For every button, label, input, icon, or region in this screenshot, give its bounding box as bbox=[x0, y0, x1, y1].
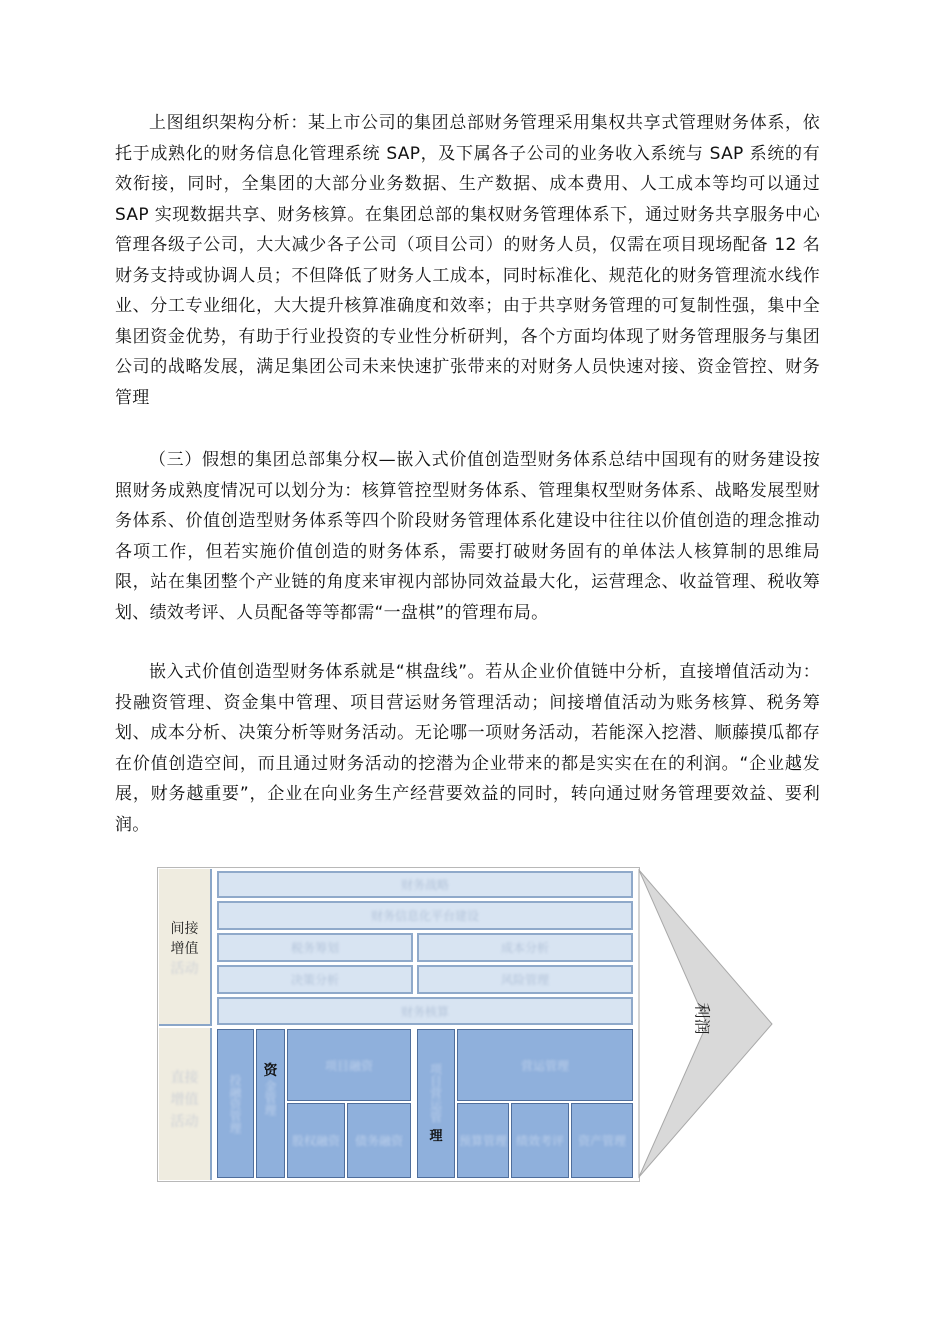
vertical-project-operation: 项目营运管 理 bbox=[417, 1029, 455, 1178]
paragraph-org-analysis: 上图组织架构分析：某上市公司的集团总部财务管理采用集权共享式管理财务体系，依托于成熟化的财务信息化管理系统 SAP，及下属各子公司的业务收入系统与 SAP 系统的有效衔接，同时，全集团的大部分业务数据、生产数据、成本费用、人工成本等均可以通过 SAP 实现数据共享、财务核算。在集团总部的集权财务管理体系下，通过财务共享服务中心管理各级子公司，大大减少各子公司（项目公司）的财务人员，仅需在项目现场配备 12 名财务支持或协调人员；不但降低了财务人工成本，同时标准化、规范化的财务管理流水线作业、分工专业细化，大大提升核算准确度和效率；由于共享财务管理的可复制性强，集中全集团资金优势，有助于行业投资的专业性分析研判，各个方面均体现了财务管理服务与集团公司的战略发展，满足集团公司未来快速扩张带来的对财务人员快速对接、资金管控、财务管理 bbox=[115, 113, 820, 408]
indirect-label-line1: 间接 bbox=[170, 921, 199, 937]
cell-cost-analysis: 成本分析 bbox=[417, 933, 633, 962]
direct-label-line1: 直接 bbox=[170, 1070, 199, 1086]
paragraph-section-three: （三）假想的集团总部集分权—嵌入式价值创造型财务体系总结中国现有的财务建设按照财务成熟度情况可以划分为：核算管控型财务体系、管理集权型财务体系、战略发展型财务体系、价值创造型财务体系等四个阶段财务管理体系化建设中往往以价值创造的理念推动各项工作，但若实施价值创造的财务体系，需要打破财务固有的单体法人核算制的思维局限，站在集团整个产业链的角度来审视内部协同效益最大化，运营理念、收益管理、税收筹划、绩效考评、人员配备等等都需“一盘棋”的管理布局。 bbox=[115, 450, 820, 623]
value-chain-diagram bbox=[157, 867, 774, 1182]
cell-operation-management: 营运管理 bbox=[457, 1029, 633, 1101]
diagram-frame bbox=[157, 867, 640, 1182]
cell-budget-management: 预算管理 bbox=[457, 1103, 509, 1178]
cell-performance-evaluation: 绩效考评 bbox=[511, 1103, 569, 1178]
profit-label: 利润 bbox=[692, 1002, 712, 1035]
cell-asset-management: 资产管理 bbox=[571, 1103, 633, 1178]
direct-label-line2: 增值 bbox=[170, 1092, 199, 1108]
vertical-fund-management: 资 金管理 bbox=[256, 1029, 285, 1178]
direct-label-line3: 活动 bbox=[170, 1114, 199, 1130]
cell-equity-financing: 股权融资 bbox=[287, 1103, 345, 1178]
indirect-label-line3: 活动 bbox=[170, 961, 199, 977]
indirect-value-panel bbox=[159, 869, 212, 1026]
paragraph-chessboard-line: 嵌入式价值创造型财务体系就是“棋盘线”。若从企业价值链中分析，直接增值活动为：投融资管理、资金集中管理、项目营运财务管理活动；间接增值活动为账务核算、税务筹划、成本分析、决策分析等财务活动。无论哪一项财务活动，若能深入挖潜、顺藤摸瓜都存在价值创造空间，而且通过财务活动的挖潜为企业带来的都是实实在在的利润。“企业越发展，财务越重要”，企业在向业务生产经营要效益的同时，转向通过财务管理要效益、要利润。 bbox=[115, 662, 820, 835]
cell-project-financing: 项目融资 bbox=[287, 1029, 411, 1101]
vertical-investment-financing: 投融资管理 bbox=[217, 1029, 254, 1178]
row-info-platform: 财务信息化平台建设 bbox=[217, 901, 633, 930]
row-financial-strategy: 财务战略 bbox=[217, 871, 633, 898]
cell-tax-planning: 税务筹划 bbox=[217, 933, 413, 962]
direct-value-panel bbox=[159, 1028, 212, 1180]
row-accounting: 财务核算 bbox=[217, 997, 633, 1025]
indirect-label-line2: 增值 bbox=[170, 941, 199, 957]
cell-risk-management: 风险管理 bbox=[417, 965, 633, 994]
cell-decision-analysis: 决策分析 bbox=[217, 965, 413, 994]
cell-debt-financing: 债务融资 bbox=[347, 1103, 411, 1178]
